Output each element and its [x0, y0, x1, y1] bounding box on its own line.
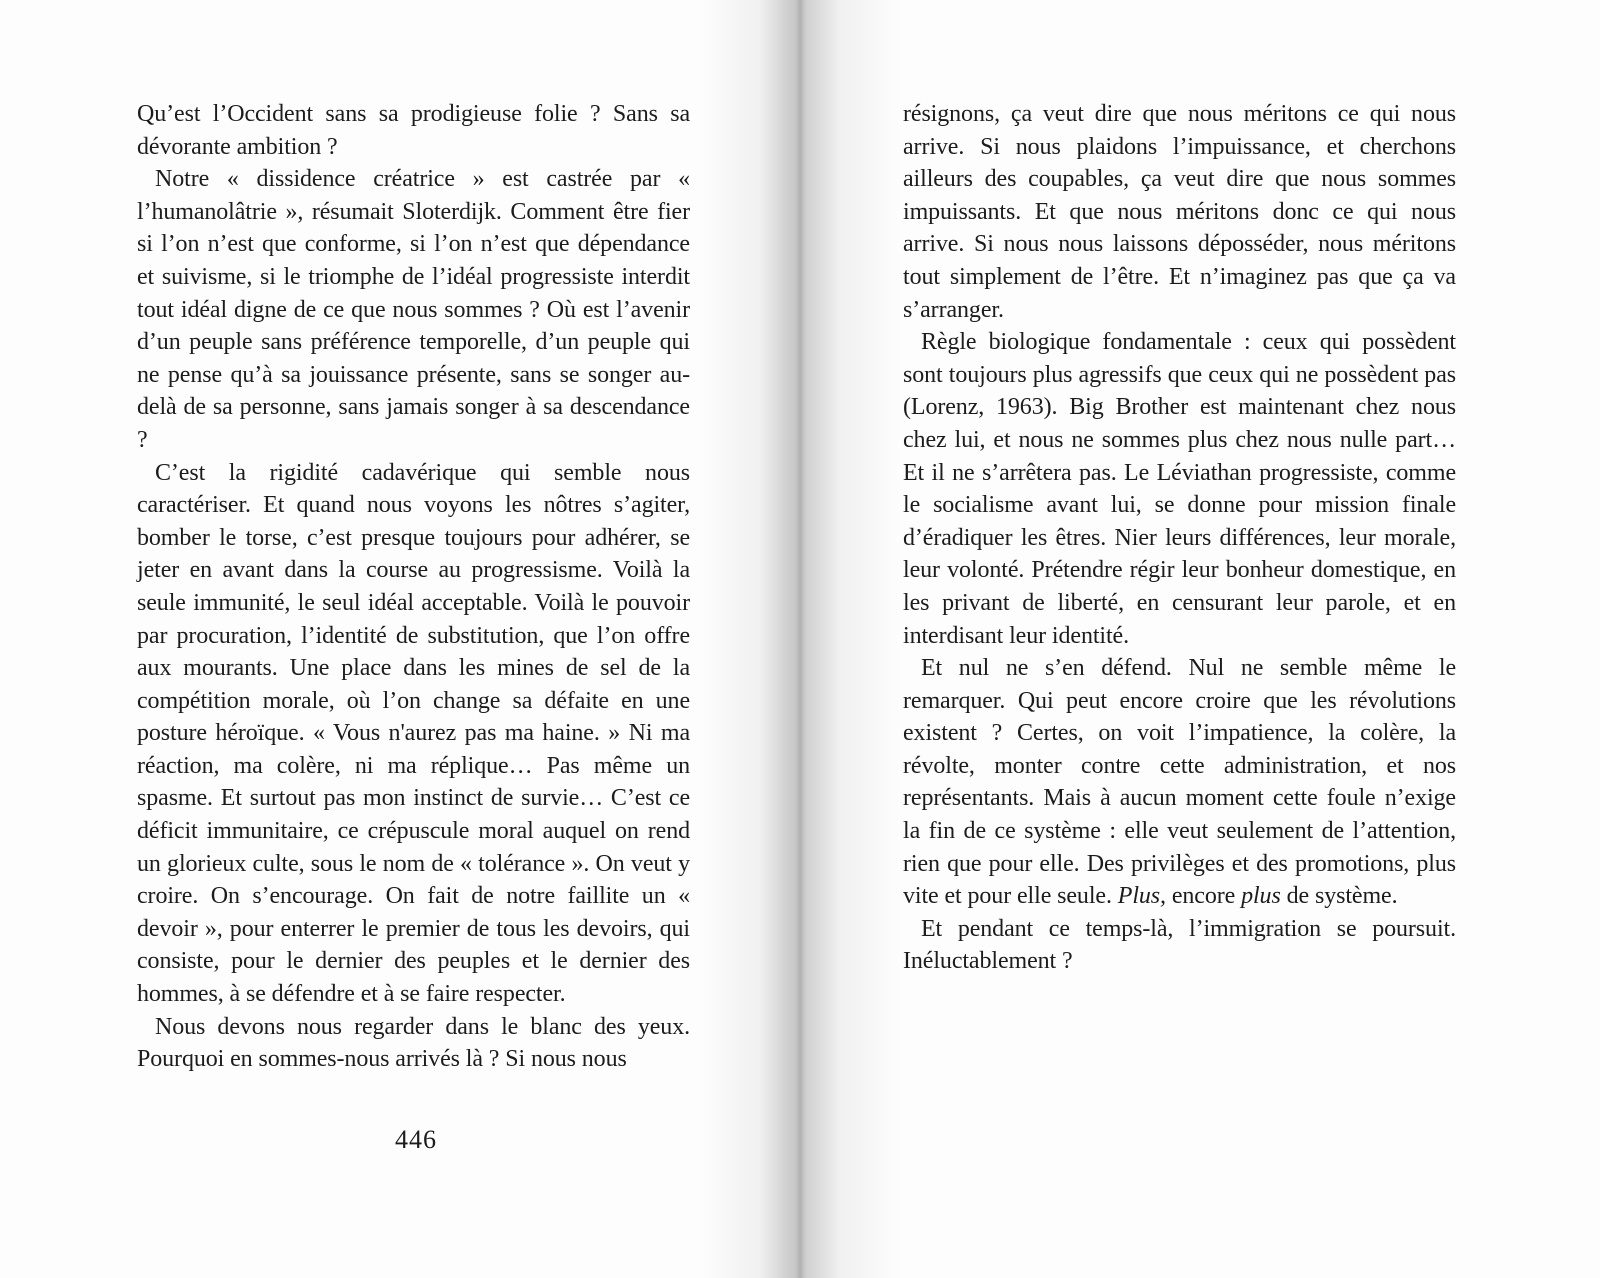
right-paragraph-3-text-b: encore: [1165, 883, 1242, 910]
right-paragraph-3-text-a: Et nul ne s’en défend. Nul ne semble même le remarquer. Qui peut encore croire que les révolutions existent ? Certes, on voit l’impatience, la colère, la révolte, monter contre cette administration, et nos représentants. Mais à aucun moment cette foule n’exige la fin de ce système : elle veut seulement de l’attention, rien que pour elle. Des privilèges et des promotions, plus vite et pour elle seule.: [903, 655, 1456, 910]
left-paragraph-4: Nous devons nous regarder dans le blanc des yeux. Pourquoi en sommes-nous arrivés là ? Si nous nous: [137, 1013, 690, 1073]
right-paragraph-1: résignons, ça veut dire que nous méritons ce qui nous arrive. Si nous plaidons l’impuissance, et cherchons ailleurs des coupables, ça veut dire que nous sommes impuissants. Et que nous méritons donc ce qui nous arrive. Si nous nous laissons déposséder, nous méritons tout simplement de l’être. Et n’imaginez pas que ça va s’arranger.: [903, 101, 1456, 323]
left-paragraph-1: Qu’est l’Occident sans sa prodigieuse folie ? Sans sa dévorante ambition ?: [137, 101, 690, 160]
right-paragraph-2: Règle biologique fondamentale : ceux qui possèdent sont toujours plus agressifs que ceux qui ne possèdent pas (Lorenz, 1963). Big Brother est maintenant chez nous chez lui, et nous ne sommes plus chez nous nulle part… Et il ne s’arrêtera pas. Le Léviathan progressiste, comme le socialisme avant lui, se donne pour mission finale d’éradiquer les êtres. Nier leurs différences, leur morale, leur volonté. Prétendre régir leur bonheur domestique, en les privant de liberté, en censurant leur parole, et en interdisant leur identité.: [903, 329, 1456, 649]
right-paragraph-3: [903, 652, 1456, 913]
left-page: [137, 98, 690, 1076]
right-paragraph-4: Et pendant ce temps-là, l’immigration se poursuit. Inéluctablement ?: [903, 915, 1456, 975]
right-paragraph-3-text-c: de système.: [1280, 883, 1398, 910]
right-paragraph-3-italic-b: plus: [1241, 883, 1281, 910]
left-paragraph-3: C’est la rigidité cadavérique qui semble nous caractériser. Et quand nous voyons les nôtres s’agiter, bomber le torse, c’est presque toujours pour adhérer, se jeter en avant dans la course au progressisme. Voilà la seule immunité, le seul idéal acceptable. Voilà le pouvoir par procuration, l’identité de substitution, que l’on offre aux mourants. Une place dans les mines de sel de la compétition morale, où l’on change sa défaite en une posture héroïque. « Vous n'aurez pas ma haine. » Ni ma réaction, ma colère, ni ma réplique… Pas même un spasme. Et surtout pas mon instinct de survie… C’est ce déficit immunitaire, ce crépuscule moral auquel on rend un glorieux culte, sous le nom de « tolérance ». On veut y croire. On s’encourage. On fait de notre faillite un « devoir », pour enterrer le premier de tous les devoirs, qui consiste, pour le dernier des peuples et le dernier des hommes, à se défendre et à se faire respecter.: [137, 459, 690, 1008]
page-number: 446: [395, 1125, 437, 1154]
book-gutter-shadow: [700, 0, 900, 1278]
right-paragraph-3-italic-a: Plus,: [1117, 883, 1166, 910]
left-paragraph-2: Notre « dissidence créatrice » est castrée par « l’humanolâtrie », résumait Sloterdijk. Comment être fier si l’on n’est que conforme, si l’on n’est que dépendance et suivisme, si le triomphe de l’idéal progressiste interdit tout idéal digne de ce que nous sommes ? Où est l’avenir d’un peuple sans préférence temporelle, d’un peuple qui ne pense qu’à sa jouissance présente, sans se songer au-delà de sa personne, sans jamais songer à sa descendance ?: [137, 166, 690, 453]
right-page: [903, 98, 1456, 978]
